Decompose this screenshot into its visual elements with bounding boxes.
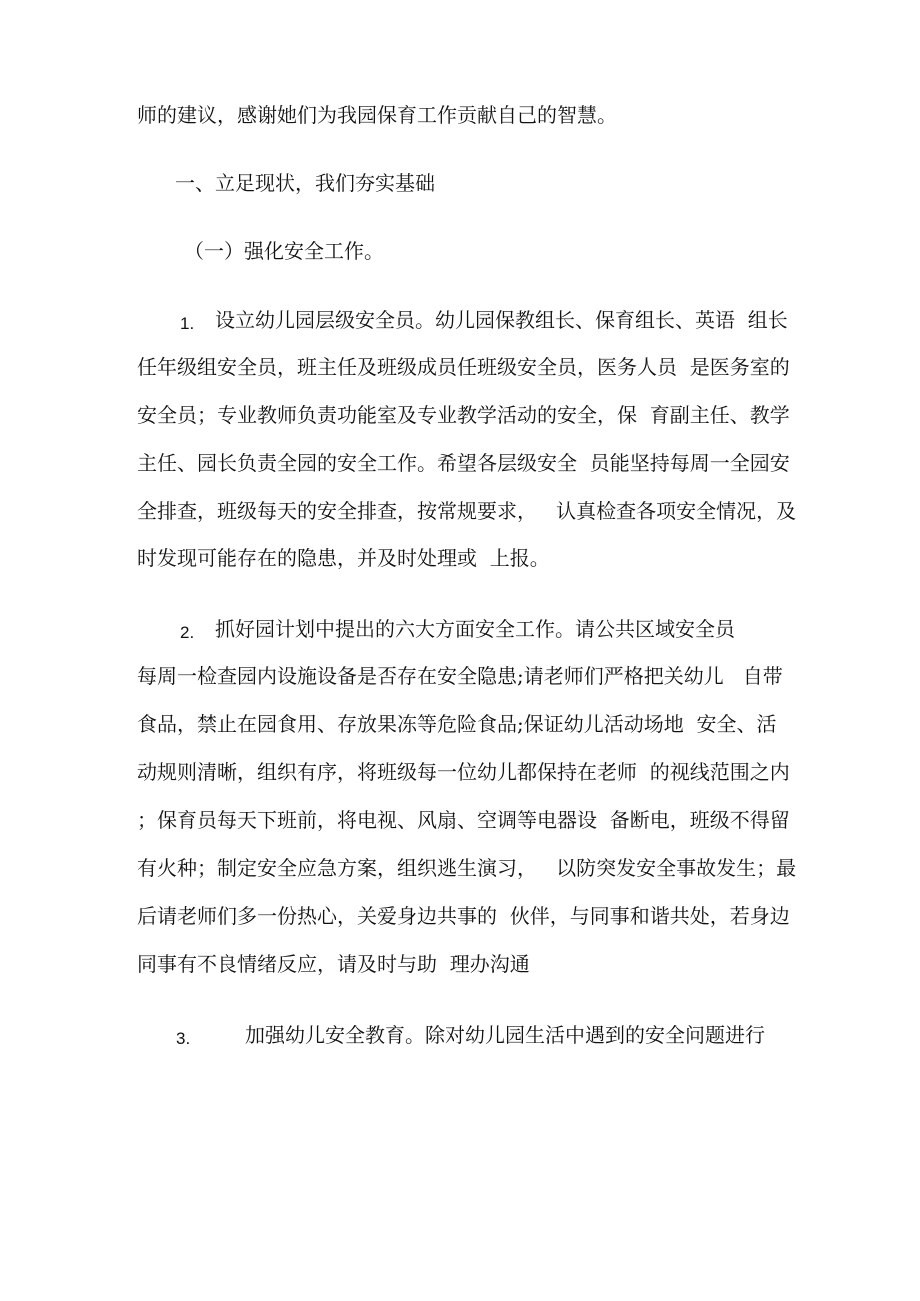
subsection-heading: （一）强化安全工作。 <box>184 239 384 263</box>
paragraph-line: ；保育员每天下班前，将电视、风扇、空调等电器设 备断电，班级不得留 <box>137 808 790 832</box>
intro-line: 师的建议，感谢她们为我园保育工作贡献自己的智慧。 <box>137 103 617 127</box>
section-heading: 一、立足现状，我们夯实基础 <box>175 171 435 195</box>
paragraph-line: 全排查，班级每天的安全排查，按常规要求， 认真检查各项安全情况，及 <box>137 499 797 523</box>
paragraph-line: 抓好园计划中提出的六大方面安全工作。请公共区域安全员 <box>215 617 735 641</box>
paragraph-line: 加强幼儿安全教育。除对幼儿园生活中遇到的安全问题进行 <box>245 1023 765 1047</box>
paragraph-line: 任年级组安全员，班主任及班级成员任班级安全员，医务人员 是医务室的 <box>137 355 790 379</box>
paragraph-line: 有火种；制定安全应急方案，组织逃生演习， 以防突发安全事故发生；最 <box>137 856 797 880</box>
item-number: 2. <box>180 623 195 642</box>
paragraph-line: 后请老师们多一份热心，关爱身边共事的 伙伴，与同事和谐共处，若身边 <box>137 904 790 928</box>
paragraph-line: 主任、园长负责全园的安全工作。希望各层级安全 员能坚持每周一全园安 <box>137 451 790 475</box>
paragraph-line: 动规则清晰，组织有序，将班级每一位幼儿都保持在老师 的视线范围之内 <box>137 760 790 784</box>
list-item-number <box>180 310 194 336</box>
list-item-number <box>176 1025 190 1051</box>
list-item-number <box>180 619 194 645</box>
paragraph-line: 设立幼儿园层级安全员。幼儿园保教组长、保育组长、英语 组长 <box>215 308 788 332</box>
paragraph-line: 同事有不良情绪反应，请及时与助 理办沟通 <box>137 952 530 976</box>
paragraph-line: 每周一检查园内设施设备是否存在安全隐患;请老师们严格把关幼儿 自带 <box>137 664 783 688</box>
paragraph-line: 安全员；专业教师负责功能室及专业教学活动的安全，保 育副主任、教学 <box>137 403 790 427</box>
paragraph-line: 时发现可能存在的隐患，并及时处理或 上报。 <box>137 546 550 570</box>
item-number: 1. <box>180 314 195 333</box>
item-number: 3. <box>176 1029 191 1048</box>
paragraph-line: 食品，禁止在园食用、存放果冻等危险食品;保证幼儿活动场地 安全、活 <box>137 712 777 736</box>
